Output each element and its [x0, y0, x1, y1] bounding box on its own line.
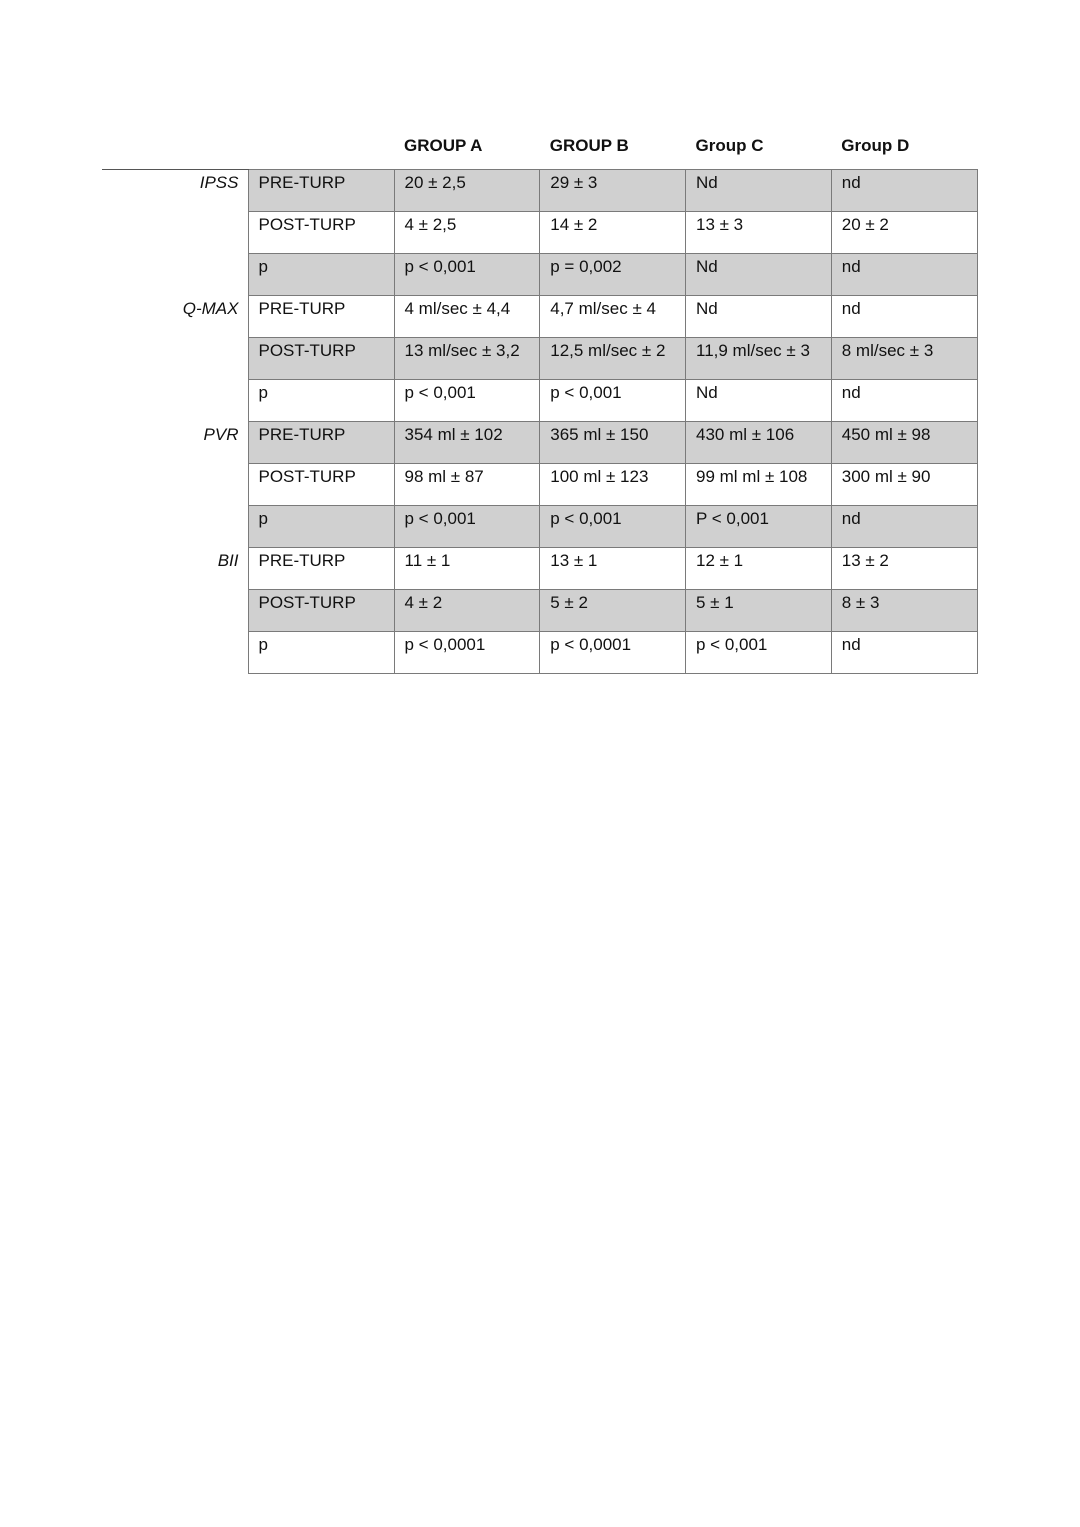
value-cell-group-c: 13 ± 3	[686, 212, 832, 254]
phase-cell: POST-TURP	[248, 338, 394, 380]
phase-cell: PRE-TURP	[248, 170, 394, 212]
value-cell-group-d: nd	[831, 632, 977, 674]
phase-cell: p	[248, 632, 394, 674]
table-row	[102, 632, 977, 674]
value-cell-group-c: 99 ml ml ± 108	[686, 464, 832, 506]
value-cell-group-d: 20 ± 2	[831, 212, 977, 254]
value-cell-group-b: 365 ml ± 150	[540, 422, 686, 464]
value-cell-group-b: 5 ± 2	[540, 590, 686, 632]
phase-cell: POST-TURP	[248, 464, 394, 506]
phase-cell: POST-TURP	[248, 590, 394, 632]
value-cell-group-a: 13 ml/sec ± 3,2	[394, 338, 540, 380]
header-group-b: GROUP B	[549, 135, 629, 155]
table-row	[102, 548, 977, 590]
phase-cell: PRE-TURP	[248, 548, 394, 590]
value-cell-group-c: 11,9 ml/sec ± 3	[686, 338, 832, 380]
parameter-label: BII	[217, 550, 239, 570]
table-row	[102, 296, 977, 338]
table-row	[102, 212, 977, 254]
value-cell-group-d: 300 ml ± 90	[831, 464, 977, 506]
value-cell-group-b: 12,5 ml/sec ± 2	[540, 338, 686, 380]
value-cell-group-a: p < 0,0001	[394, 632, 540, 674]
value-cell-group-d: nd	[831, 296, 977, 338]
value-cell-group-a: 4 ml/sec ± 4,4	[394, 296, 540, 338]
value-cell-group-d: 450 ml ± 98	[831, 422, 977, 464]
phase-cell: POST-TURP	[248, 212, 394, 254]
value-cell-group-d: 13 ± 2	[831, 548, 977, 590]
parameter-label: Q-MAX	[182, 298, 239, 318]
value-cell-group-c: Nd	[686, 170, 832, 212]
value-cell-group-c: Nd	[686, 380, 832, 422]
value-cell-group-c: p < 0,001	[686, 632, 832, 674]
phase-cell: p	[248, 506, 394, 548]
value-cell-group-c: P < 0,001	[686, 506, 832, 548]
value-cell-group-d: 8 ± 3	[831, 590, 977, 632]
table-row	[102, 338, 977, 380]
phase-column-header	[248, 122, 394, 170]
value-cell-group-d: nd	[831, 380, 977, 422]
table-row	[102, 170, 977, 212]
value-cell-group-b: 29 ± 3	[540, 170, 686, 212]
value-cell-group-c: 5 ± 1	[686, 590, 832, 632]
parameter-label: IPSS	[199, 173, 239, 192]
value-cell-group-d: 8 ml/sec ± 3	[831, 338, 977, 380]
phase-cell: p	[248, 254, 394, 296]
param-column-header	[102, 122, 248, 170]
value-cell-group-a: p < 0,001	[394, 254, 540, 296]
value-cell-group-d: nd	[831, 254, 977, 296]
table-row	[102, 590, 977, 632]
parameter-label	[102, 254, 248, 296]
value-cell-group-b: 14 ± 2	[540, 212, 686, 254]
table-row	[102, 464, 977, 506]
value-cell-group-a: 354 ml ± 102	[394, 422, 540, 464]
value-cell-group-c: 12 ± 1	[686, 548, 832, 590]
table-row	[102, 254, 977, 296]
value-cell-group-a: 20 ± 2,5	[394, 170, 540, 212]
header-group-d: Group D	[841, 135, 910, 155]
value-cell-group-b: p < 0,0001	[540, 632, 686, 674]
parameter-label	[102, 338, 248, 380]
parameter-label	[102, 212, 248, 254]
parameter-label	[102, 632, 248, 674]
parameter-label	[102, 464, 248, 506]
header-row	[102, 122, 977, 170]
table-row	[102, 380, 977, 422]
value-cell-group-b: p < 0,001	[540, 506, 686, 548]
parameter-label: PVR	[203, 424, 239, 444]
value-cell-group-a: p < 0,001	[394, 380, 540, 422]
phase-cell: PRE-TURP	[248, 422, 394, 464]
parameter-label	[102, 380, 248, 422]
table-row	[102, 422, 977, 464]
value-cell-group-a: 98 ml ± 87	[394, 464, 540, 506]
table-body	[102, 170, 977, 674]
value-cell-group-a: 4 ± 2	[394, 590, 540, 632]
value-cell-group-d: nd	[831, 506, 977, 548]
value-cell-group-b: 4,7 ml/sec ± 4	[540, 296, 686, 338]
value-cell-group-b: p < 0,001	[540, 380, 686, 422]
parameter-label	[102, 506, 248, 548]
value-cell-group-b: 13 ± 1	[540, 548, 686, 590]
value-cell-group-a: p < 0,001	[394, 506, 540, 548]
parameter-label	[102, 590, 248, 632]
value-cell-group-b: p = 0,002	[540, 254, 686, 296]
value-cell-group-c: Nd	[686, 254, 832, 296]
header-group-c: Group C	[695, 135, 764, 155]
phase-cell: PRE-TURP	[248, 296, 394, 338]
value-cell-group-a: 11 ± 1	[394, 548, 540, 590]
value-cell-group-c: 430 ml ± 106	[686, 422, 832, 464]
phase-cell: p	[248, 380, 394, 422]
header-group-a: GROUP A	[404, 135, 483, 155]
value-cell-group-a: 4 ± 2,5	[394, 212, 540, 254]
results-table	[102, 122, 978, 674]
value-cell-group-c: Nd	[686, 296, 832, 338]
value-cell-group-b: 100 ml ± 123	[540, 464, 686, 506]
table-row	[102, 506, 977, 548]
value-cell-group-d: nd	[831, 170, 977, 212]
